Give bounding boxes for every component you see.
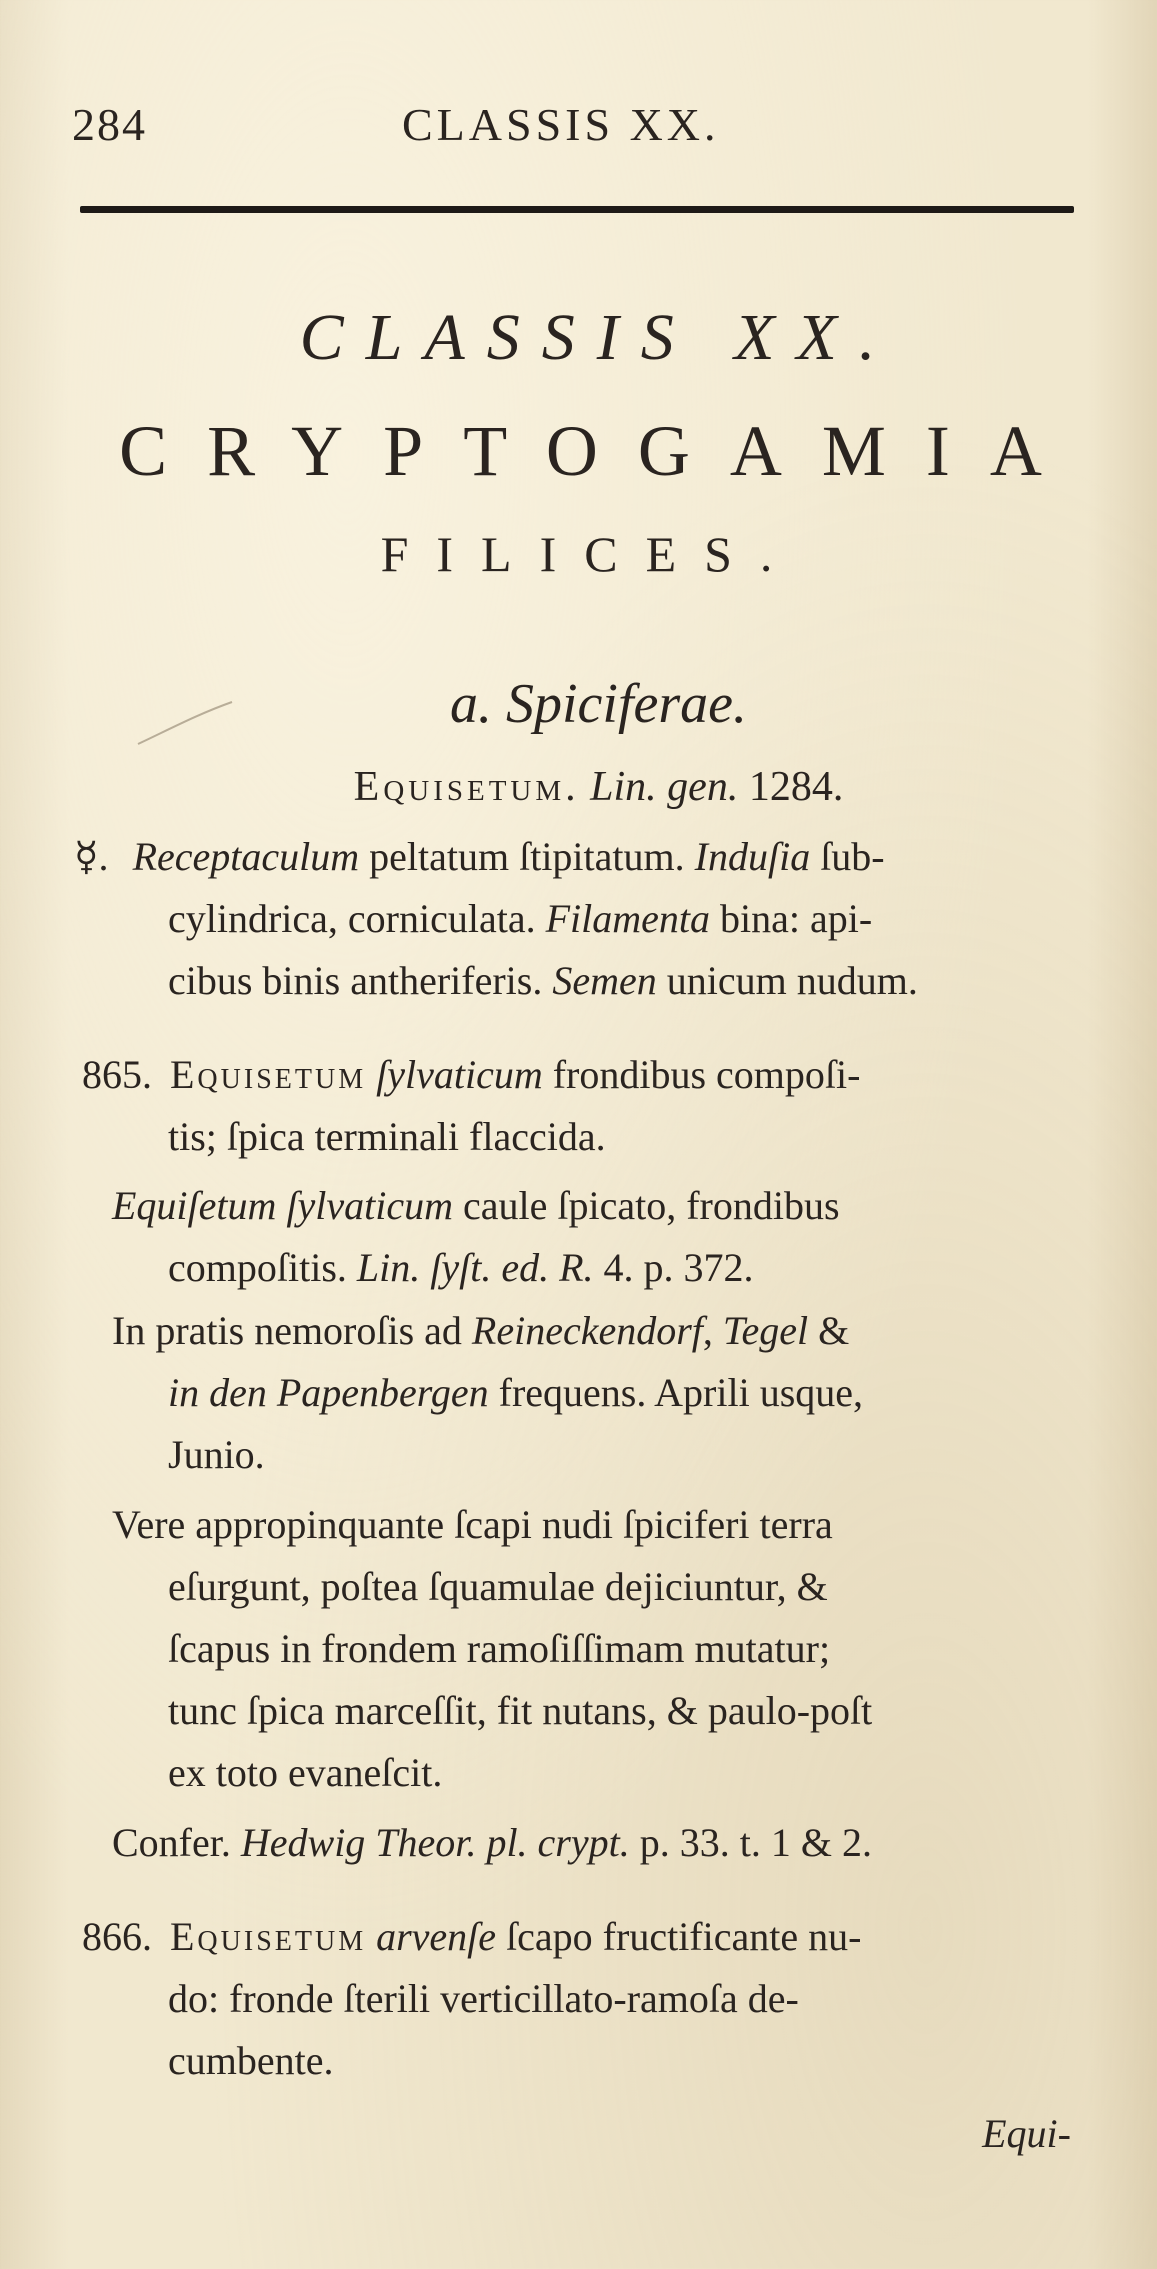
genus-ref: Lin. gen.	[590, 764, 739, 810]
text-fragment: bina: api-	[710, 896, 873, 941]
term-filamenta: Filamenta	[545, 896, 711, 941]
observation-line-2: eſurgunt, poſtea ſquamulae dejiciuntur, &	[168, 1564, 828, 1609]
place-name: Reineckendorf	[471, 1308, 703, 1353]
cryptogamia-title: CRYPTOGAMIA	[119, 411, 1082, 491]
text-fragment: ſcapo fructificante nu-	[496, 1914, 862, 1959]
observation-line-3: ſcapus in frondem ramoſiſſimam mutatur;	[168, 1626, 831, 1671]
text-fragment: unicum nudum.	[656, 958, 918, 1003]
observation-line-4: tunc ſpica marceſſit, fit nutans, & paulo-poſt	[168, 1688, 873, 1733]
text-fragment: 4. p. 372.	[593, 1245, 754, 1290]
observation-line-5: ex toto evaneſcit.	[168, 1750, 443, 1795]
filices-title: FILICES.	[380, 526, 801, 582]
text-fragment: ſub-	[810, 834, 885, 879]
running-head: CLASSIS XX.	[402, 99, 720, 150]
text-fragment: cylindrica, corniculata.	[168, 896, 546, 941]
section-heading: a. Spiciferae.	[449, 673, 748, 735]
confer-ref: Hedwig Theor. pl. crypt.	[240, 1820, 630, 1865]
text-fragment: ,	[702, 1308, 723, 1353]
synonym-line-2	[168, 1237, 754, 1299]
text-fragment: frondibus compoſi-	[542, 1052, 861, 1097]
entry-genus: Equisetum	[170, 1914, 367, 1959]
synonym-ref: Lin. ſyſt. ed. R.	[356, 1245, 594, 1290]
classis-title: CLASSIS XX.	[299, 301, 898, 374]
text-fragment: p. 33. t. 1 & 2.	[629, 1820, 872, 1865]
genus-name: Equisetum.	[353, 764, 580, 810]
term-indusia: Induſia	[694, 834, 811, 879]
habitat-line-2	[168, 1362, 863, 1424]
term-semen: Semen	[552, 958, 657, 1003]
text-fragment: &	[808, 1308, 850, 1353]
habitat-line-3: Junio.	[168, 1432, 265, 1477]
confer-line	[112, 1812, 872, 1874]
catchword: Equi-	[982, 2111, 1071, 2156]
place-name: Tegel	[722, 1308, 809, 1353]
header-rule	[80, 206, 1074, 213]
entry-genus: Equisetum	[170, 1052, 367, 1097]
observation-line-1: Vere appropinquante ſcapi nudi ſpiciferi terra	[112, 1502, 833, 1547]
place-name: in den Papenbergen	[168, 1370, 489, 1415]
genus-line	[20, 763, 1157, 811]
entry-number: 865.	[82, 1052, 152, 1097]
text-fragment: Confer.	[112, 1820, 241, 1865]
synonym-name: Equiſetum ſylvaticum	[112, 1183, 454, 1228]
genus-description-line-3	[168, 950, 918, 1012]
page-header	[72, 98, 1072, 158]
entry-species: ſylvaticum	[376, 1052, 543, 1097]
genus-marker: ☿.	[74, 834, 109, 879]
text-fragment: peltatum ſtipitatum.	[359, 834, 695, 879]
text-fragment: cibus binis antheriferis.	[168, 958, 553, 1003]
habitat-line-1	[112, 1300, 849, 1362]
genus-description-line-2	[168, 888, 872, 950]
genus-number: 1284.	[748, 764, 844, 810]
synonym-line-1	[112, 1175, 840, 1237]
entry-species: arvenſe	[376, 1914, 497, 1959]
entry-866-line-2: do: fronde ſterili verticillato-ramoſa de-	[168, 1976, 799, 2021]
term-receptaculum: Receptaculum	[132, 834, 360, 879]
entry-866-line-3: cumbente.	[168, 2038, 334, 2083]
text-fragment: compoſitis.	[168, 1245, 357, 1290]
text-fragment: caule ſpicato, frondibus	[453, 1183, 840, 1228]
text-fragment: In pratis nemoroſis ad	[112, 1308, 472, 1353]
entry-number: 866.	[82, 1914, 152, 1959]
text-fragment: frequens. Aprili usque,	[488, 1370, 864, 1415]
genus-description-line-1	[74, 826, 885, 888]
entry-865-line-1	[82, 1044, 860, 1106]
entry-866-line-1	[82, 1906, 861, 1968]
page-number: 284	[72, 99, 147, 150]
entry-865-line-2: tis; ſpica terminali flaccida.	[168, 1114, 606, 1159]
